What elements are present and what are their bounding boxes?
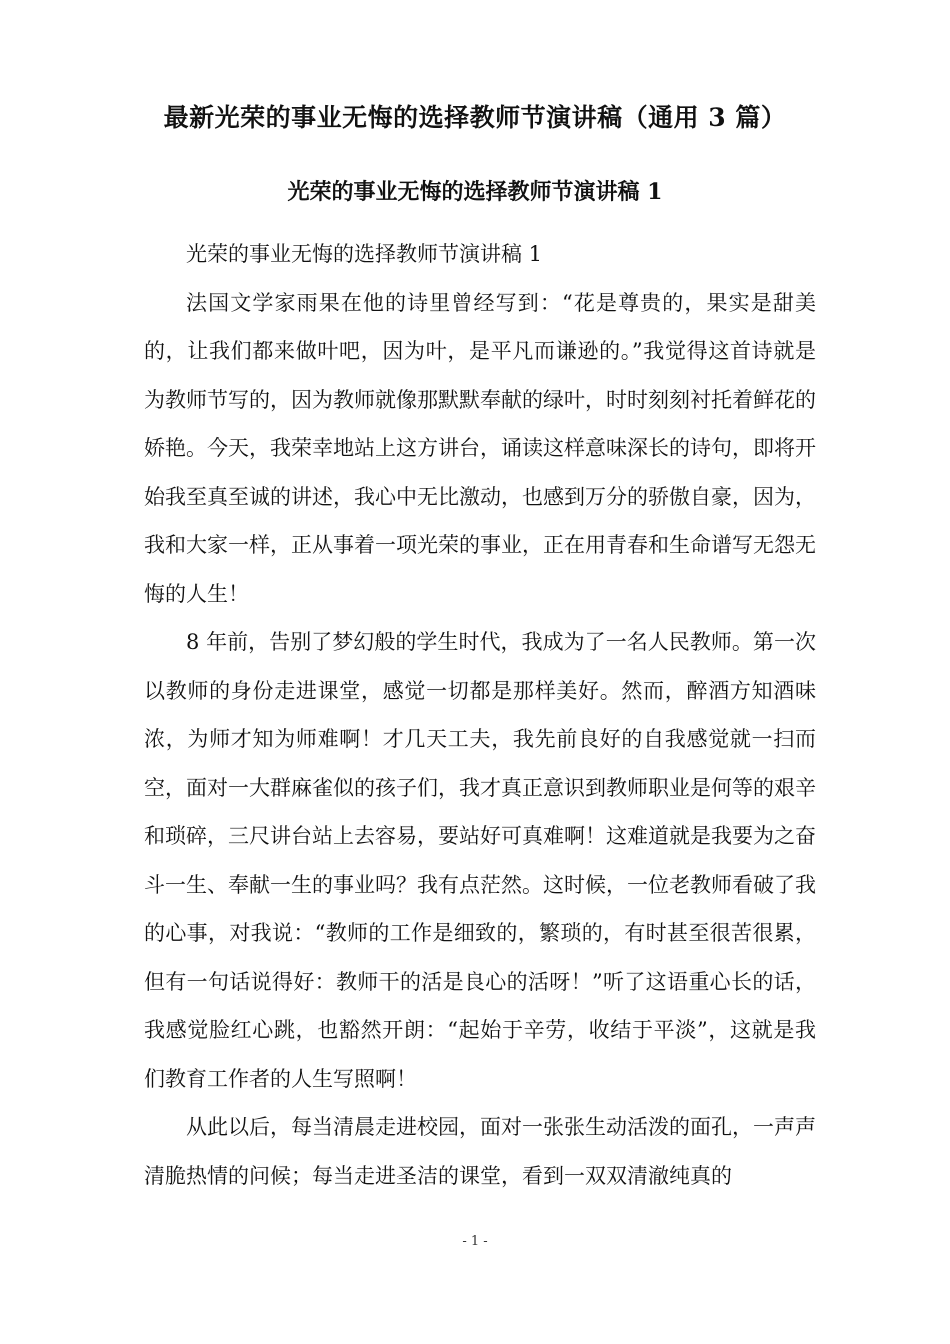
paragraph: 光荣的事业无悔的选择教师节演讲稿 1 [186,242,543,266]
paragraph: 从此以后，每当清晨走进校园，面对一张张生动活泼的面孔，一声声清脆热情的问候；每当走进圣洁的课堂，看到一双双清澈纯真的 [144,1115,816,1188]
page-number: - 1 - [462,1234,488,1249]
paragraph: 8 年前，告别了梦幻般的学生时代，我成为了一名人民教师。第一次以教师的身份走进课堂，感觉一切都是那样美好。然而，醉酒方知酒味浓，为师才知为师难啊！才几天工夫，我先前良好的自我感觉就一扫而空，面对一大群麻雀似的孩子们，我才真正意识到教师职业是何等的艰辛和琐碎，三尺讲台站上去容易，要站好可真难啊！这难道就是我要为之奋斗一生、奉献一生的事业吗？我有点茫然。这时候，一位老教师看破了我的心事，对我说：“教师的工作是细致的，繁琐的，有时甚至很苦很累，但有一句话说得好：教师干的活是良心的活呀！”听了这语重心长的话，我感觉脸红心跳，也豁然开朗：“起始于辛劳，收结于平淡”，这就是我们教育工作者的人生写照啊！ [144,630,816,1091]
section-title: 光荣的事业无悔的选择教师节演讲稿 1 [287,179,663,205]
document-title: 最新光荣的事业无悔的选择教师节演讲稿（通用 3 篇） [163,103,787,132]
document-body [144,230,816,1200]
paragraph: 法国文学家雨果在他的诗里曾经写到：“花是尊贵的，果实是甜美的，让我们都来做叶吧，因为叶，是平凡而谦逊的。”我觉得这首诗就是为教师节写的，因为教师就像那默默奉献的绿叶，时时刻刻衬托着鲜花的娇艳。今天，我荣幸地站上这方讲台，诵读这样意味深长的诗句，即将开始我至真至诚的讲述，我心中无比激动，也感到万分的骄傲自豪，因为，我和大家一样，正从事着一项光荣的事业，正在用青春和生命谱写无怨无悔的人生！ [144,290,816,606]
